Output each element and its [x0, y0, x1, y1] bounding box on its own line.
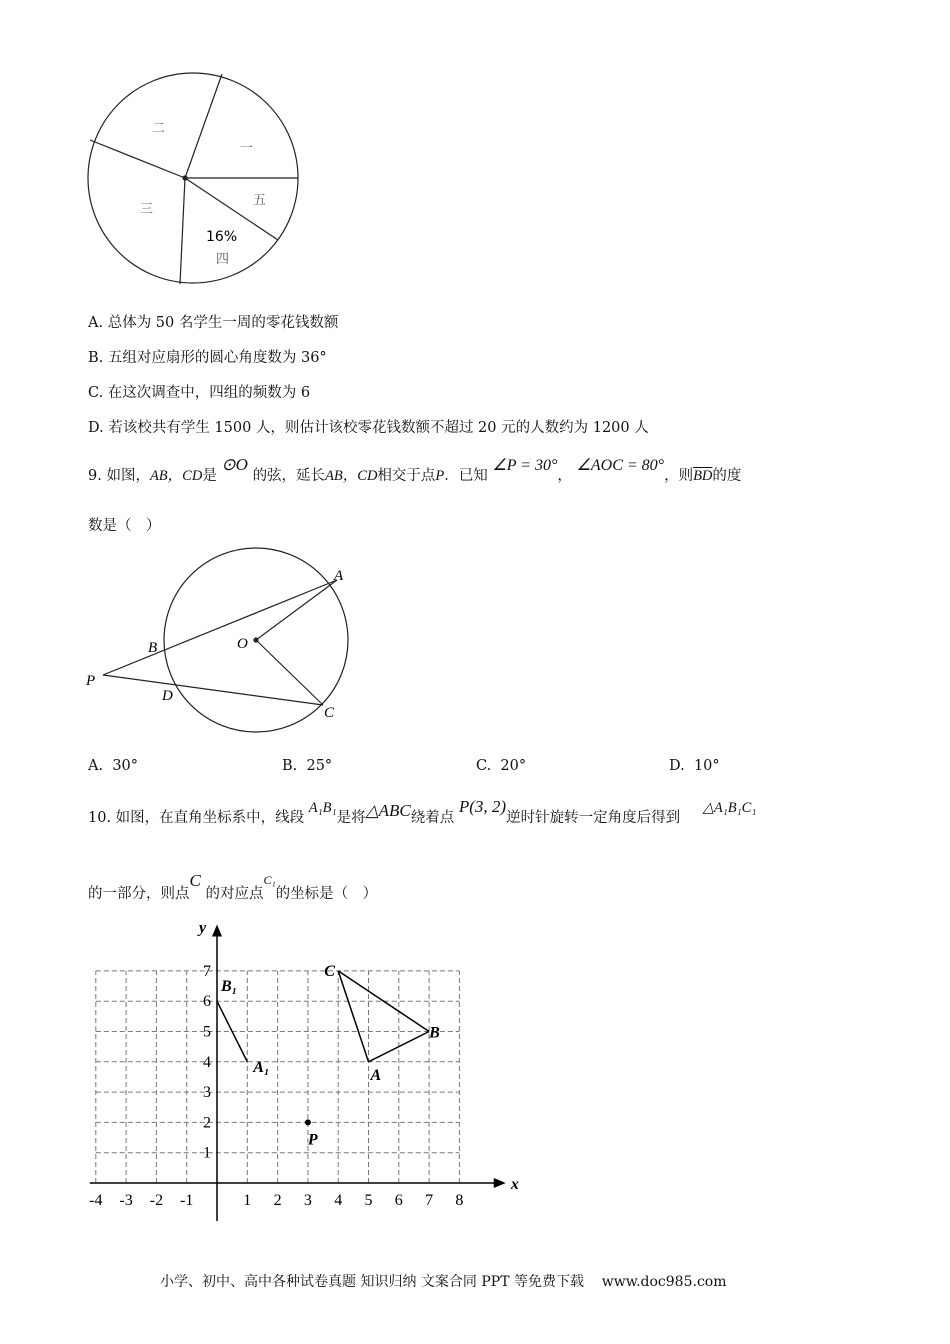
point-label: P — [307, 1131, 318, 1149]
y-axis-label: y — [199, 919, 207, 937]
y-tick-label: 3 — [203, 1084, 211, 1102]
pie-label-one: 一 — [240, 141, 254, 156]
math-arc-bd: $\overline{BD}$ — [693, 468, 713, 484]
x-tick-label: 3 — [303, 1192, 312, 1209]
footer-text: 小学、初中、高中各种试卷真题 知识归纳 文案合同 PPT 等免费下载 — [160, 1274, 584, 1290]
y-tick-label: 4 — [203, 1053, 211, 1071]
text: 的对应点 — [205, 886, 264, 902]
label-D: D — [162, 688, 173, 704]
text: ， — [557, 468, 572, 484]
pie-label-four: 四 — [216, 252, 230, 267]
math-a1b1: A₁B₁ — [308, 800, 337, 816]
label-P: P — [86, 673, 96, 689]
label-O: O — [237, 636, 248, 652]
point-label: B₁ — [221, 978, 238, 996]
y-tick-label: 5 — [203, 1023, 211, 1041]
q9-stem-line1 — [88, 455, 742, 485]
text: 30° — [112, 758, 139, 774]
text: 10. 如图，在直角坐标系中，线段 — [88, 810, 305, 826]
point-label: A — [370, 1066, 382, 1084]
label-A: A — [334, 568, 344, 584]
text: 的坐标是（ ） — [275, 886, 378, 902]
y-tick-label: 2 — [203, 1114, 211, 1132]
pie-label-five: 五 — [253, 193, 267, 208]
q8-option-d: D. 若该校共有学生 1500 人，则估计该校零花钱数额不超过 20 元的人数约为 1200 人 — [88, 420, 649, 436]
q9-option-d — [669, 758, 720, 774]
text: C. — [476, 758, 492, 774]
q9-option-c — [476, 758, 526, 774]
text: A. — [88, 758, 104, 774]
x-tick-label: 6 — [394, 1192, 403, 1209]
math-angle-aoc: ∠AOC = 80° — [576, 457, 665, 474]
text: 的度 — [712, 468, 742, 484]
x-tick-label: 7 — [425, 1192, 434, 1209]
label-B: B — [148, 640, 158, 656]
q8-option-c: C. 在这次调查中，四组的频数为 6 — [88, 385, 311, 401]
y-axis-arrow — [212, 925, 222, 937]
math-c1: C₁ — [263, 873, 276, 887]
x-tick-label: -1 — [180, 1192, 194, 1209]
text: 的一部分，则点 — [88, 886, 190, 902]
math-triangle-a1b1c1: △A₁B₁C₁ — [702, 800, 757, 816]
text: P — [435, 468, 445, 484]
math-circle-o: ⊙O — [221, 455, 248, 474]
text: ，则 — [664, 468, 694, 484]
q10-stem-line2 — [88, 871, 378, 903]
math-triangle-abc: △ABC — [365, 801, 411, 820]
text: B. — [282, 758, 298, 774]
point-label: C — [324, 962, 335, 980]
circle-figure — [103, 548, 348, 732]
x-tick-label: -3 — [119, 1192, 133, 1209]
text: 绕着点 — [410, 810, 455, 826]
x-tick-label: 8 — [455, 1192, 464, 1209]
text: AB，CD — [149, 468, 203, 484]
x-tick-label: -2 — [149, 1192, 164, 1209]
x-tick-label: -4 — [89, 1192, 103, 1209]
point-label: A₁ — [253, 1058, 270, 1076]
pie-label-three: 三 — [140, 202, 154, 217]
pie-chart — [88, 73, 298, 284]
text: D. — [669, 758, 685, 774]
footer — [160, 1271, 726, 1291]
text: 10° — [693, 758, 720, 774]
q9-option-a — [88, 758, 138, 774]
text: AB，CD — [325, 468, 378, 484]
pie-label-two: 二 — [152, 121, 166, 136]
math-c: C — [189, 871, 201, 890]
x-axis-arrow — [494, 1178, 506, 1188]
label-C: C — [324, 705, 335, 721]
x-tick-label: 4 — [334, 1192, 343, 1209]
text: 的弦，延长 — [252, 468, 326, 484]
q9-option-b — [282, 758, 332, 774]
q8-option-a: A. 总体为 50 名学生一周的零花钱数额 — [88, 315, 339, 331]
math-angle-p: ∠P = 30° — [492, 457, 558, 474]
q10-stem-line1 — [88, 797, 757, 827]
text: 逆时针旋转一定角度后得到 — [506, 810, 681, 826]
x-tick-label: 1 — [243, 1192, 252, 1209]
y-tick-label: 6 — [203, 993, 211, 1011]
y-tick-label: 1 — [203, 1144, 211, 1162]
segment-AC — [338, 971, 368, 1062]
x-tick-label: 5 — [364, 1192, 373, 1209]
math-point-p: P(3, 2) — [458, 797, 507, 816]
text: 是 — [202, 468, 217, 484]
coordinate-grid — [89, 920, 519, 1221]
footer-url[interactable]: www.doc985.com — [601, 1274, 727, 1290]
q9-stem-line2: 数是（ ） — [88, 518, 161, 534]
pie-label-four-pct: 16% — [206, 229, 238, 245]
text: 20° — [500, 758, 527, 774]
q8-option-b: B. 五组对应扇形的圆心角度数为 36° — [88, 350, 327, 366]
text: 相交于点 — [377, 468, 436, 484]
text: 是将 — [336, 810, 366, 826]
point-label: B — [429, 1024, 440, 1042]
y-tick-label: 7 — [203, 962, 211, 980]
x-tick-label: 2 — [273, 1192, 282, 1209]
text: 25° — [306, 758, 333, 774]
point-P — [305, 1119, 311, 1125]
text: ．已知 — [444, 468, 488, 484]
x-axis-label: x — [510, 1176, 519, 1193]
text: 9. 如图， — [88, 468, 150, 484]
